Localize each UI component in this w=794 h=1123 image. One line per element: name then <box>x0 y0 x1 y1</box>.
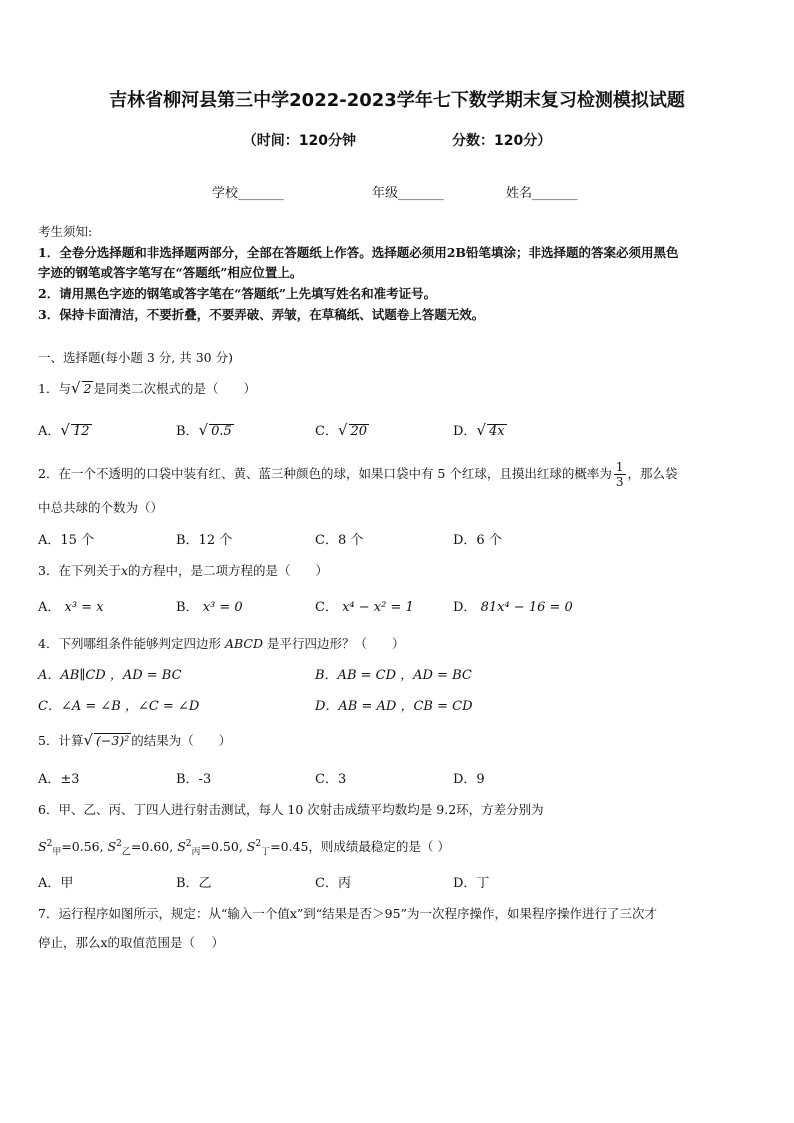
question-2-cont: 中总共球的个数为（） <box>38 500 164 515</box>
question-3: 3．在下列关于x的方程中，是二项方程的是（ ） <box>38 563 329 578</box>
notice-heading: 考生须知: <box>38 224 93 239</box>
q2-option-b[interactable]: B．12 个 <box>176 533 233 548</box>
notice-item: 字迹的钢笔或答字笔写在“答题纸”相应位置上。 <box>38 265 303 280</box>
grade-field: 年级_______ <box>372 186 444 201</box>
question-6-variances: $S^2_甲=0.56$, $S^2_乙=0.60$, $S^2_丙=0.50$, $S^2_丁=0.45$，则成绩最稳定的是（ ） <box>38 839 450 858</box>
q6-option-d[interactable]: D．丁 <box>453 876 490 891</box>
q3-option-b[interactable]: B． x³ = 0 <box>176 600 243 615</box>
exam-title: 吉林省柳河县第三中学2022-2023学年七下数学期末复习检测模拟试题 <box>109 90 685 111</box>
sqrt-expression: 2 <box>83 381 92 396</box>
question-7-cont: 停止，那么x的取值范围是（ ） <box>38 935 225 950</box>
q5-option-b[interactable]: B．-3 <box>176 772 212 787</box>
q3-option-a[interactable]: A． x³ = x <box>38 600 104 615</box>
school-field: 学校_______ <box>212 186 284 201</box>
question-4: 4．下列哪组条件能够判定四边形 ABCD 是平行四边形？（ ） <box>38 636 405 651</box>
q3-option-c[interactable]: C． x⁴ − x² = 1 <box>315 600 414 615</box>
q4-option-a[interactable]: A．AB∥CD ，AD = BC <box>38 668 182 683</box>
q2-option-d[interactable]: D．6 个 <box>453 533 502 548</box>
q1-option-a[interactable]: A．√ 12 <box>38 421 90 439</box>
q1-option-b[interactable]: B．√ 0.5 <box>176 421 232 439</box>
q6-option-b[interactable]: B．乙 <box>176 876 212 891</box>
question-7: 7．运行程序如图所示，规定：从“输入一个值x”到“结果是否＞95”为一次程序操作，如果程序操作进行了三次才 <box>38 906 657 921</box>
q6-option-a[interactable]: A．甲 <box>38 876 74 891</box>
exam-score: 分数：120分） <box>452 133 552 149</box>
sqrt-expression: (−3)² <box>96 733 130 748</box>
q5-option-d[interactable]: D．9 <box>453 772 485 787</box>
question-5: 5．计算√ (−3)² 的结果为（ ） <box>38 731 232 749</box>
notice-item: 2．请用黑色字迹的钢笔或答字笔在“答题纸”上先填写姓名和准考证号。 <box>38 286 437 301</box>
question-1: 1．与√ 2 是同类二次根式的是（ ） <box>38 379 256 397</box>
exam-time: （时间：120分钟 <box>242 133 356 149</box>
q5-option-a[interactable]: A．±3 <box>38 772 80 787</box>
q5-option-c[interactable]: C．3 <box>315 772 347 787</box>
q1-option-d[interactable]: D．√ 4x <box>453 421 505 439</box>
q6-option-c[interactable]: C．丙 <box>315 876 351 891</box>
section-heading: 一、选择题(每小题 3 分, 共 30 分) <box>38 350 233 365</box>
q3-option-d[interactable]: D． 81x⁴ − 16 = 0 <box>453 600 573 615</box>
question-2: 2．在一个不透明的口袋中装有红、黄、蓝三种颜色的球，如果口袋中有 5 个红球，且摸出红球的概率为 $\frac{1}{3}$ ，那么袋 <box>38 460 678 489</box>
q1-option-c[interactable]: C．√ 20 <box>315 421 368 439</box>
name-field: 姓名_______ <box>506 186 578 201</box>
q2-option-a[interactable]: A．15 个 <box>38 533 95 548</box>
question-6: 6．甲、乙、丙、丁四人进行射击测试，每人 10 次射击成绩平均数均是 9.2环，方差分别为 <box>38 802 544 817</box>
q4-option-c[interactable]: C．∠A = ∠B ，∠C = ∠D <box>38 699 200 714</box>
q4-option-d[interactable]: D．AB = AD ，CB = CD <box>315 699 473 714</box>
q4-option-b[interactable]: B．AB = CD ，AD = BC <box>315 668 472 683</box>
q2-option-c[interactable]: C．8 个 <box>315 533 364 548</box>
notice-item: 1．全卷分选择题和非选择题两部分，全部在答题纸上作答。选择题必须用2B铅笔填涂；非选择题的答案必须用黑色 <box>38 245 679 260</box>
probability-fraction: $\frac{1}{3}$ <box>615 460 624 489</box>
exam-subtitle <box>0 130 794 150</box>
notice-item: 3．保持卡面清洁，不要折叠，不要弄破、弄皱，在草稿纸、试题卷上答题无效。 <box>38 307 485 322</box>
